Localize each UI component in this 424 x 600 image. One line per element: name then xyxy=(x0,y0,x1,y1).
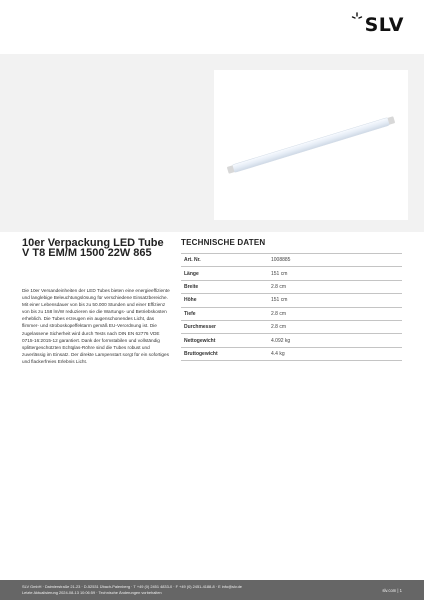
product-image-area xyxy=(0,54,424,232)
spec-value: 2.8 cm xyxy=(268,307,402,320)
spec-value: 4.092 kg xyxy=(268,334,402,347)
product-title: 10er Verpackung LED Tube V T8 EM/M 1500 22W 865 xyxy=(22,237,164,259)
spark-icon xyxy=(351,12,363,24)
spec-row-hoehe xyxy=(181,294,402,307)
spec-label: Durchmesser xyxy=(181,320,268,333)
page-footer xyxy=(0,580,424,600)
led-tube-image xyxy=(214,70,408,220)
product-image-card xyxy=(214,70,408,220)
spec-value: 2.8 cm xyxy=(268,320,402,333)
technical-data-table xyxy=(181,253,402,361)
spec-value: 151 cm xyxy=(268,267,402,280)
spec-row-tiefe xyxy=(181,307,402,320)
logo-text: SLV xyxy=(364,14,404,36)
spec-label: Nettogewicht xyxy=(181,334,268,347)
spec-value: 151 cm xyxy=(268,294,402,307)
spec-label: Höhe xyxy=(181,294,268,307)
spec-label: Tiefe xyxy=(181,307,268,320)
footer-page-number: slv.com | 1 xyxy=(382,588,402,593)
footer-last-update: Letzte Aktualisierung 2024-08-13 10:06:59 · Technische Änderungen vorbehalten xyxy=(22,590,162,595)
spec-row-art-nr xyxy=(181,254,402,267)
spec-value: 1008885 xyxy=(268,254,402,267)
spec-label: Breite xyxy=(181,280,268,293)
spec-value: 4.4 kg xyxy=(268,347,402,360)
spec-label: Länge xyxy=(181,267,268,280)
spec-label: Bruttogewicht xyxy=(181,347,268,360)
spec-row-durchmesser xyxy=(181,320,402,333)
spec-label: Art. Nr. xyxy=(181,254,268,267)
spec-value: 2.8 cm xyxy=(268,280,402,293)
spec-row-breite xyxy=(181,280,402,293)
product-description: Die 10er Versandeinheiten der LED Tubes bieten eine energieeffiziente und langlebige Beleuchtungslösung für verschiedene Einsatzbereiche. Mit einer Lebensdauer von bis zu 50.000 Stunden und einer Effizienz von bis zu 158 lm/W reduzieren sie die Wartungs- und Betriebskosten erheblich. Die Tubes erzeugen ein augenschonendes Licht, das flimmer- und stroboskopeffektarm gemäß EU-Verordnung ist. Die zugelassene Sicherheit wird durch Tests nach DIN EN 62776 VDE 0715-16:2015-12 garantiert. Dank der formstabilen und vollständig splittergeschützten Echtglas-Röhre sind die Tubes robust und zuverlässig im Einsatz. Der direkte Lampenstart sorgt für ein sofortiges und flackerfreies Erlebnis Licht. xyxy=(22,288,170,364)
spec-row-nettogewicht xyxy=(181,334,402,347)
brand-logo xyxy=(355,14,404,36)
technical-data-heading: TECHNISCHE DATEN xyxy=(181,238,266,247)
footer-company-info: SLV GmbH · Daimlerstraße 21-23 · D-52531 Übach-Palenberg · T +49 (0) 2451 4833-0 · F +49 (0) 2451-4188-8 · E info@slv.de xyxy=(22,584,242,589)
spec-row-bruttogewicht xyxy=(181,347,402,360)
spec-row-laenge xyxy=(181,267,402,280)
